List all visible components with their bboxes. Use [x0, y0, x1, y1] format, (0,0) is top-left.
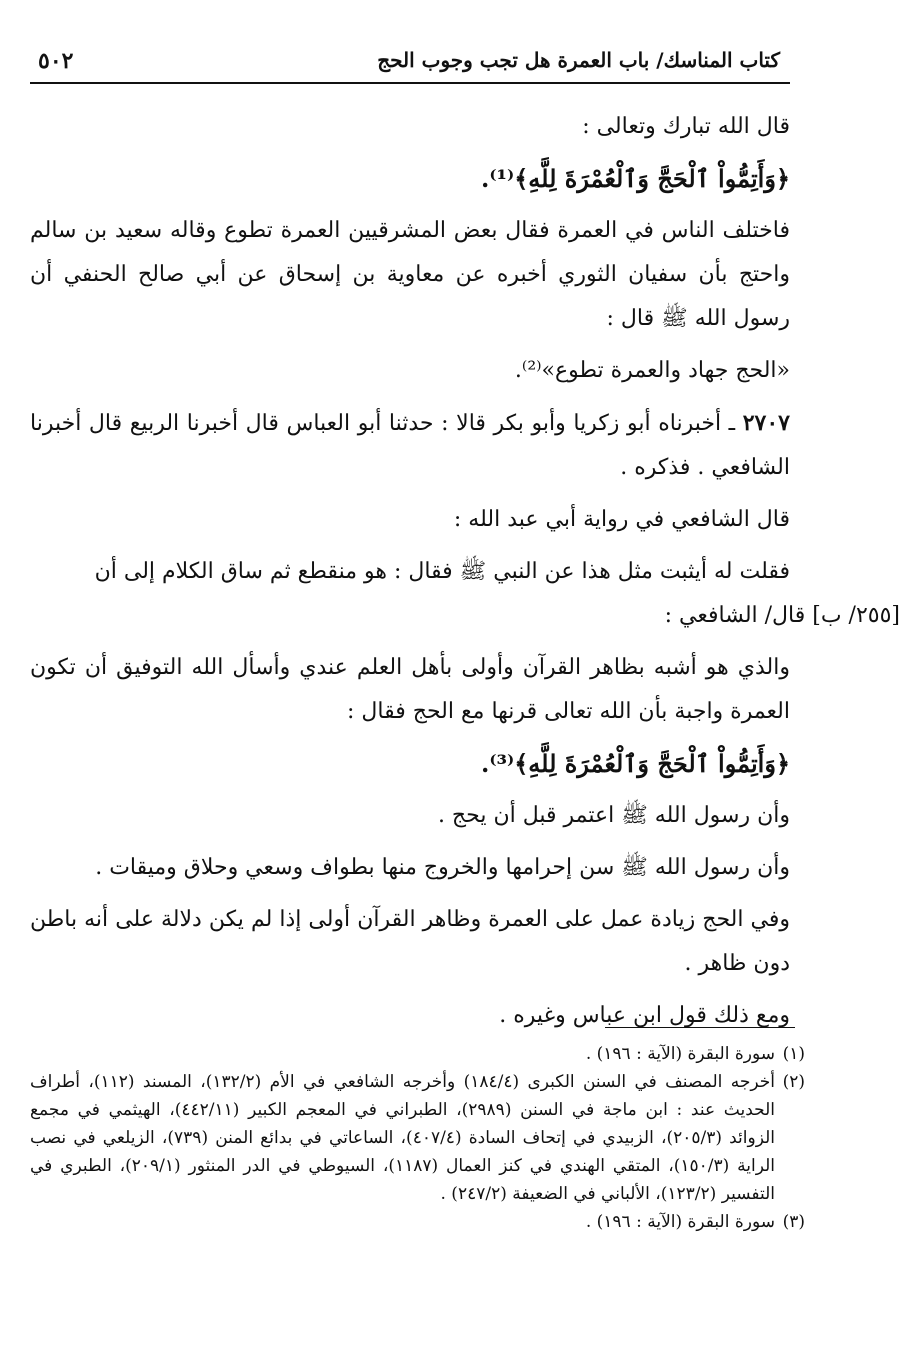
footnotes — [30, 1040, 805, 1236]
paragraph-text: قال/ الشافعي : — [664, 603, 813, 628]
paragraph: ومع ذلك قول ابن عباس وغيره . — [499, 1003, 790, 1028]
hadith-text: ـ أخبرناه أبو زكريا وأبو بكر قالا : حدثنا أبو العباس قال أخبرنا الربيع قال أخبرنا الشافعي . فذكره . — [30, 411, 790, 480]
page-number: ٥٠٢ — [38, 48, 74, 74]
page-header — [30, 40, 790, 84]
footnote-number: (١) — [782, 1044, 805, 1064]
hadith-number: ٢٧٠٧ — [742, 410, 790, 436]
main-text — [30, 105, 900, 1046]
footnote-text: سورة البقرة (الآية : ١٩٦) . — [585, 1044, 775, 1064]
footnote — [30, 1040, 805, 1068]
footnote-divider — [605, 1027, 795, 1028]
paragraph: فاختلف الناس في العمرة فقال بعض المشرقيين العمرة تطوع وقاله سعيد بن سالم واحتج بأن سفيان الثوري أخبره عن معاوية بن إسحاق عن أبي صالح الحنفي أن رسول الله ﷺ قال : — [30, 218, 790, 331]
quran-verse: ﴿وَأَتِمُّواْ ٱلْحَجَّ وَٱلْعُمْرَةَ لِلَّهِ﴾⁽¹⁾. — [481, 164, 790, 193]
paragraph: وفي الحج زيادة عمل على العمرة وظاهر القرآن أولى إذا لم يكن دلالة على أنه باطن دون ظاهر . — [30, 907, 790, 976]
hadith-quote: «الحج جهاد والعمرة تطوع»⁽²⁾. — [514, 358, 790, 383]
paragraph: وأن رسول الله ﷺ اعتمر قبل أن يحج . — [437, 803, 790, 828]
footnote-text: سورة البقرة (الآية : ١٩٦) . — [585, 1212, 775, 1232]
paragraph: قال الشافعي في رواية أبي عبد الله : — [453, 507, 790, 532]
quran-verse: ﴿وَأَتِمُّواْ ٱلْحَجَّ وَٱلْعُمْرَةَ لِلَّهِ﴾⁽³⁾. — [481, 749, 790, 778]
paragraph — [30, 401, 790, 490]
footnote — [30, 1208, 805, 1236]
paragraph: وأن رسول الله ﷺ سن إحرامها والخروج منها بطواف وسعي وحلاق وميقات . — [95, 855, 790, 880]
running-title: كتاب المناسك/ باب العمرة هل تجب وجوب الحج — [377, 48, 780, 72]
footnote — [30, 1068, 805, 1208]
footnote-number: (٣) — [782, 1212, 805, 1232]
paragraph: والذي هو أشبه بظاهر القرآن وأولى بأهل العلم عندي وأسأل الله التوفيق أن تكون العمرة واجبة بأن الله تعالى قرنها مع الحج فقال : — [30, 655, 790, 724]
paragraph — [30, 550, 900, 638]
footnote-text: أخرجه المصنف في السنن الكبرى (١٨٤/٤) وأخرجه الشافعي في الأم (١٣٢/٢)، المسند (١١٢)، أطراف الحديث عند : ابن ماجة في السنن (٢٩٨٩)، الطبراني في المعجم الكبير (٤٤٢/١١)، الهيثمي في مجمع الزوائد (٢٠٥/٣)، الزبيدي في إتحاف السادة (٤٠٧/٤)، الساعاتي في بدائع المنن (٧٣٩)، الزيلعي في نصب الراية (١٥٠/٣)، المتقي الهندي في كنز العمال (١١٨٧)، السيوطي في الدر المنثور (٢٠٩/١)، الطبري في التفسير (١٢٣/٢)، الألباني في الضعيفة (٢٤٧/٢) . — [30, 1072, 775, 1204]
paragraph-text: فقلت له أيثبت مثل هذا عن النبي ﷺ فقال : هو منقطع ثم ساق الكلام إلى أن — [94, 559, 790, 584]
footnote-number: (٢) — [782, 1072, 805, 1092]
manuscript-folio-ref: [٢٥٥/ ب] — [812, 603, 900, 628]
paragraph: قال الله تبارك وتعالى : — [582, 114, 790, 139]
